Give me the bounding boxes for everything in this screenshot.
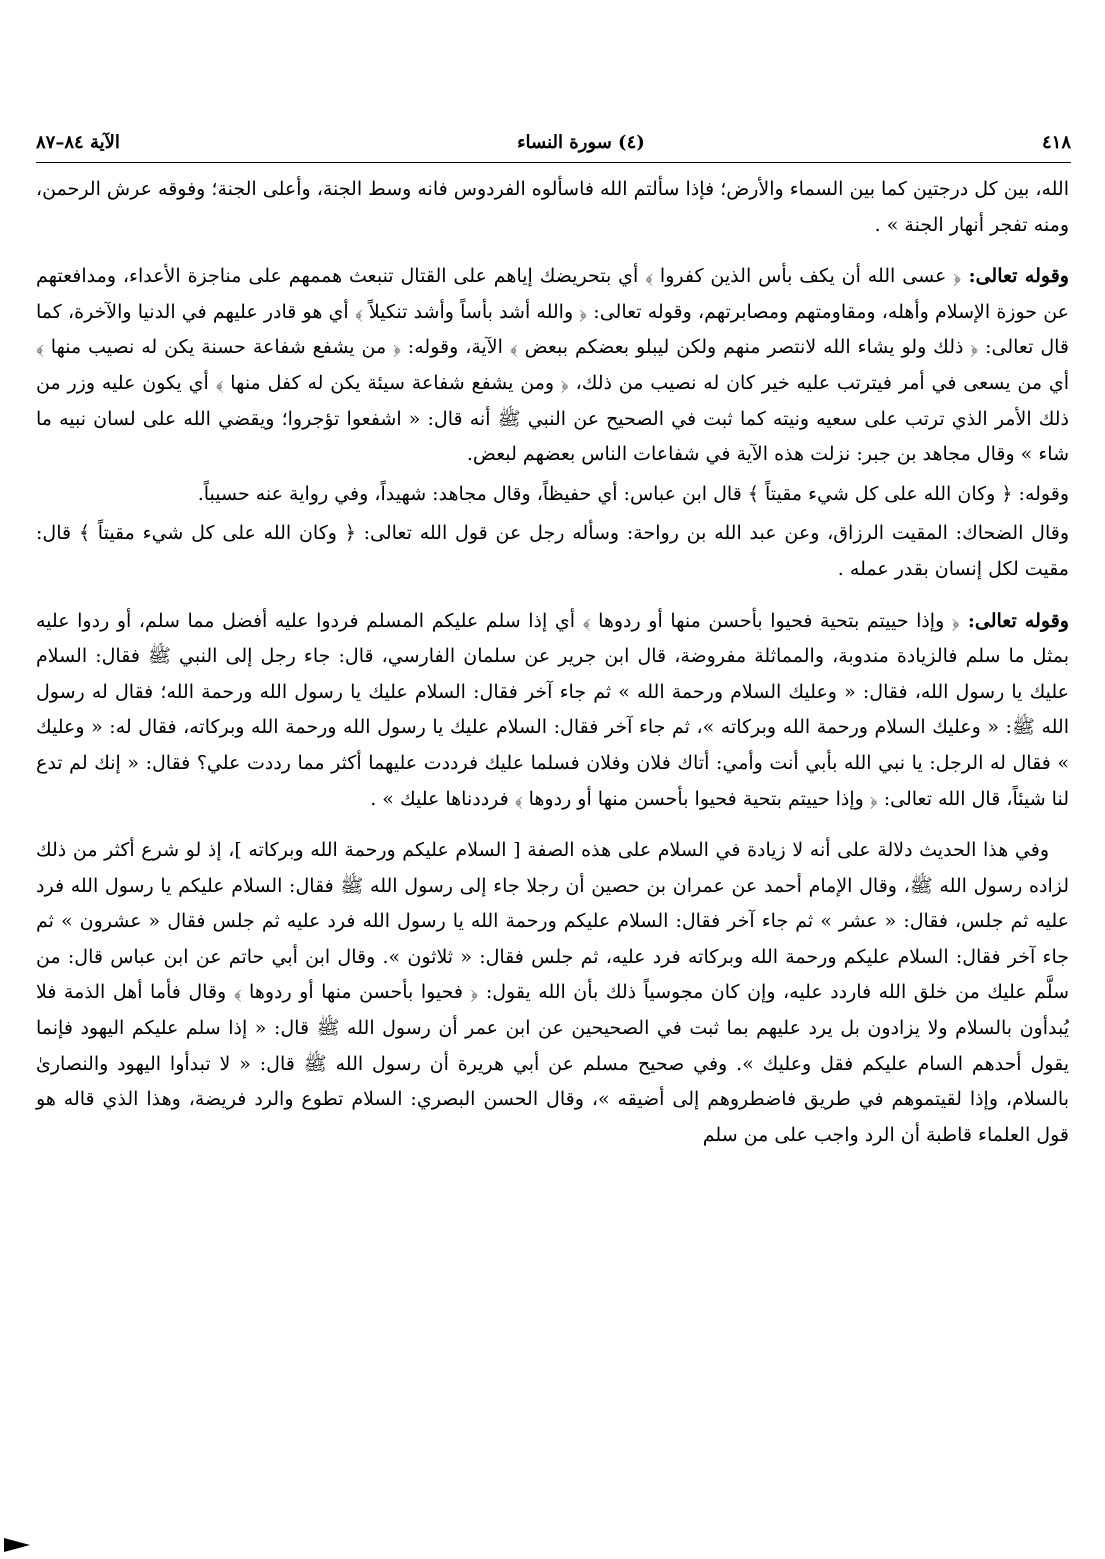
paragraph-4-text: وقال الضحاك: المقيت الرزاق، وعن عبد الله بن رواحة: وسأله رجل عن قول الله تعالى: ﴿ وكان الله على كل شيء مقيتاً ﴾ قال: مقيت لكل إنسان بقدر عمله . bbox=[36, 522, 1069, 580]
page-body bbox=[36, 172, 1069, 1169]
paragraph-2-lead: وقوله تعالى: bbox=[961, 265, 1069, 288]
paragraph-3 bbox=[36, 477, 1069, 513]
page-header bbox=[36, 122, 1071, 163]
paragraph-1-text: الله، بين كل درجتين كما بين السماء والأرض؛ فإذا سألتم الله فاسألوه الفردوس فانه وسط الجنة، وأعلى الجنة؛ وفوقه عرش الرحمن، ومنه تفجر أنهار الجنة » . bbox=[36, 178, 1069, 236]
paragraph-3-text: وقوله: ﴿ وكان الله على كل شيء مقيتاً ﴾ قال ابن عباس: أي حفيظاً، وقال مجاهد: شهيداً، وفي رواية عنه حسيباً. bbox=[197, 482, 1069, 505]
paragraph-4 bbox=[36, 516, 1069, 587]
surah-title: (٤) سورة النساء bbox=[517, 131, 645, 153]
page-number: ٤١٨ bbox=[1041, 131, 1071, 153]
page-turn-arrow-icon bbox=[4, 1538, 30, 1552]
paragraph-2 bbox=[36, 259, 1069, 473]
paragraph-5-text: ﴿ وإذا حييتم بتحية فحيوا بأحسن منها أو ردوها ﴾ أي إذا سلم عليكم المسلم فردوا عليه أفضل مما سلم، أو ردوا عليه بمثل ما سلم فالزيادة مندوبة، والمماثلة مفروضة، قال ابن جرير عن سلمان الفارسي، قال: جاء رجل إلى النبي ﷺ فقال: السلام عليك يا رسول الله، فقال: « وعليك السلام ورحمة الله » ثم جاء آخر فقال: السلام عليك يا رسول الله ورحمة الله؛ فقال له رسول الله ﷺ: « وعليك السلام ورحمة الله وبركاته »، ثم جاء آخر فقال: السلام عليك يا رسول الله ورحمة الله وبركاته، فقال له: « وعليك » فقال له الرجل: يا نبي الله بأبي أنت وأمي: أتاك فلان وفلان فسلما عليك فرددت عليهما أكثر مما رددت علي؟ فقال: « إنك لم تدع لنا شيئاً، قال الله تعالى: ﴿ وإذا حييتم بتحية فحيوا بأحسن منها أو ردوها ﴾ فرددناها عليك » . bbox=[36, 609, 1069, 810]
paragraph-6 bbox=[36, 833, 1069, 1153]
paragraph-5 bbox=[36, 604, 1069, 818]
paragraph-6-text: وفي هذا الحديث دلالة على أنه لا زيادة في السلام على هذه الصفة [ السلام عليكم ورحمة الله وبركاته ]، إذ لو شرع أكثر من ذلك لزاده رسول الله ﷺ، وقال الإمام أحمد عن عمران بن حصين أن رجلا جاء إلى رسول الله ﷺ فقال: السلام عليكم يا رسول الله فرد عليه ثم جلس، فقال: « عشر » ثم جاء آخر فقال: السلام عليكم ورحمة الله يا رسول الله فرد عليه ثم جلس فقال « عشرون » ثم جاء آخر فقال: السلام عليكم ورحمة الله وبركاته فرد عليه، ثم جلس فقال: « ثلاثون ». وقال ابن أبي حاتم عن ابن عباس قال: من سلَّم عليك من خلق الله فاردد عليه، وإن كان مجوسياً ذلك بأن الله يقول: ﴿ فحيوا بأحسن منها أو ردوها ﴾ وقال فأما أهل الذمة فلا يُبدأون بالسلام ولا يزادون بل يرد عليهم بما ثبت في الصحيحين عن ابن عمر أن رسول الله ﷺ قال: « إذا سلم عليكم اليهود فإنما يقول أحدهم السام عليكم فقل وعليك ». وفي صحيح مسلم عن أبي هريرة أن رسول الله ﷺ قال: « لا تبدأوا اليهود والنصارىٰ بالسلام، وإذا لقيتموهم في طريق فاضطروهم إلى أضيقه »، وقال الحسن البصري: السلام تطوع والرد فريضة، وهذا الذي قاله هو قول العلماء قاطبة أن الرد واجب على من سلم bbox=[36, 839, 1069, 1146]
verse-range: الآية ٨٤–٨٧ bbox=[36, 131, 120, 153]
paragraph-1 bbox=[36, 172, 1069, 243]
paragraph-2-text: ﴿ عسى الله أن يكف بأس الذين كفروا ﴾ أي بتحريضك إياهم على القتال تنبعث هممهم على مناجزة الأعداء، ومدافعتهم عن حوزة الإسلام وأهله، ومقاومتهم ومصابرتهم، وقوله تعالى: ﴿ والله أشد بأساً وأشد تنكيلاً ﴾ أي هو قادر عليهم في الدنيا والآخرة، كما قال تعالى: ﴿ ذلك ولو يشاء الله لانتصر منهم ولكن ليبلو بعضكم ببعض ﴾ الآية، وقوله: ﴿ من يشفع شفاعة حسنة يكن له نصيب منها ﴾ أي من يسعى في أمر فيترتب عليه خير كان له نصيب من ذلك، ﴿ ومن يشفع شفاعة سيئة يكن له كفل منها ﴾ أي يكون عليه وزر من ذلك الأمر الذي ترتب على سعيه ونيته كما ثبت في الصحيح عن النبي ﷺ أنه قال: « اشفعوا تؤجروا؛ ويقضي الله على لسان نبيه ما شاء » وقال مجاهد بن جبر: نزلت هذه الآية في شفاعات الناس بعضهم لبعض. bbox=[36, 265, 1069, 466]
paragraph-5-lead: وقوله تعالى: bbox=[959, 609, 1069, 632]
